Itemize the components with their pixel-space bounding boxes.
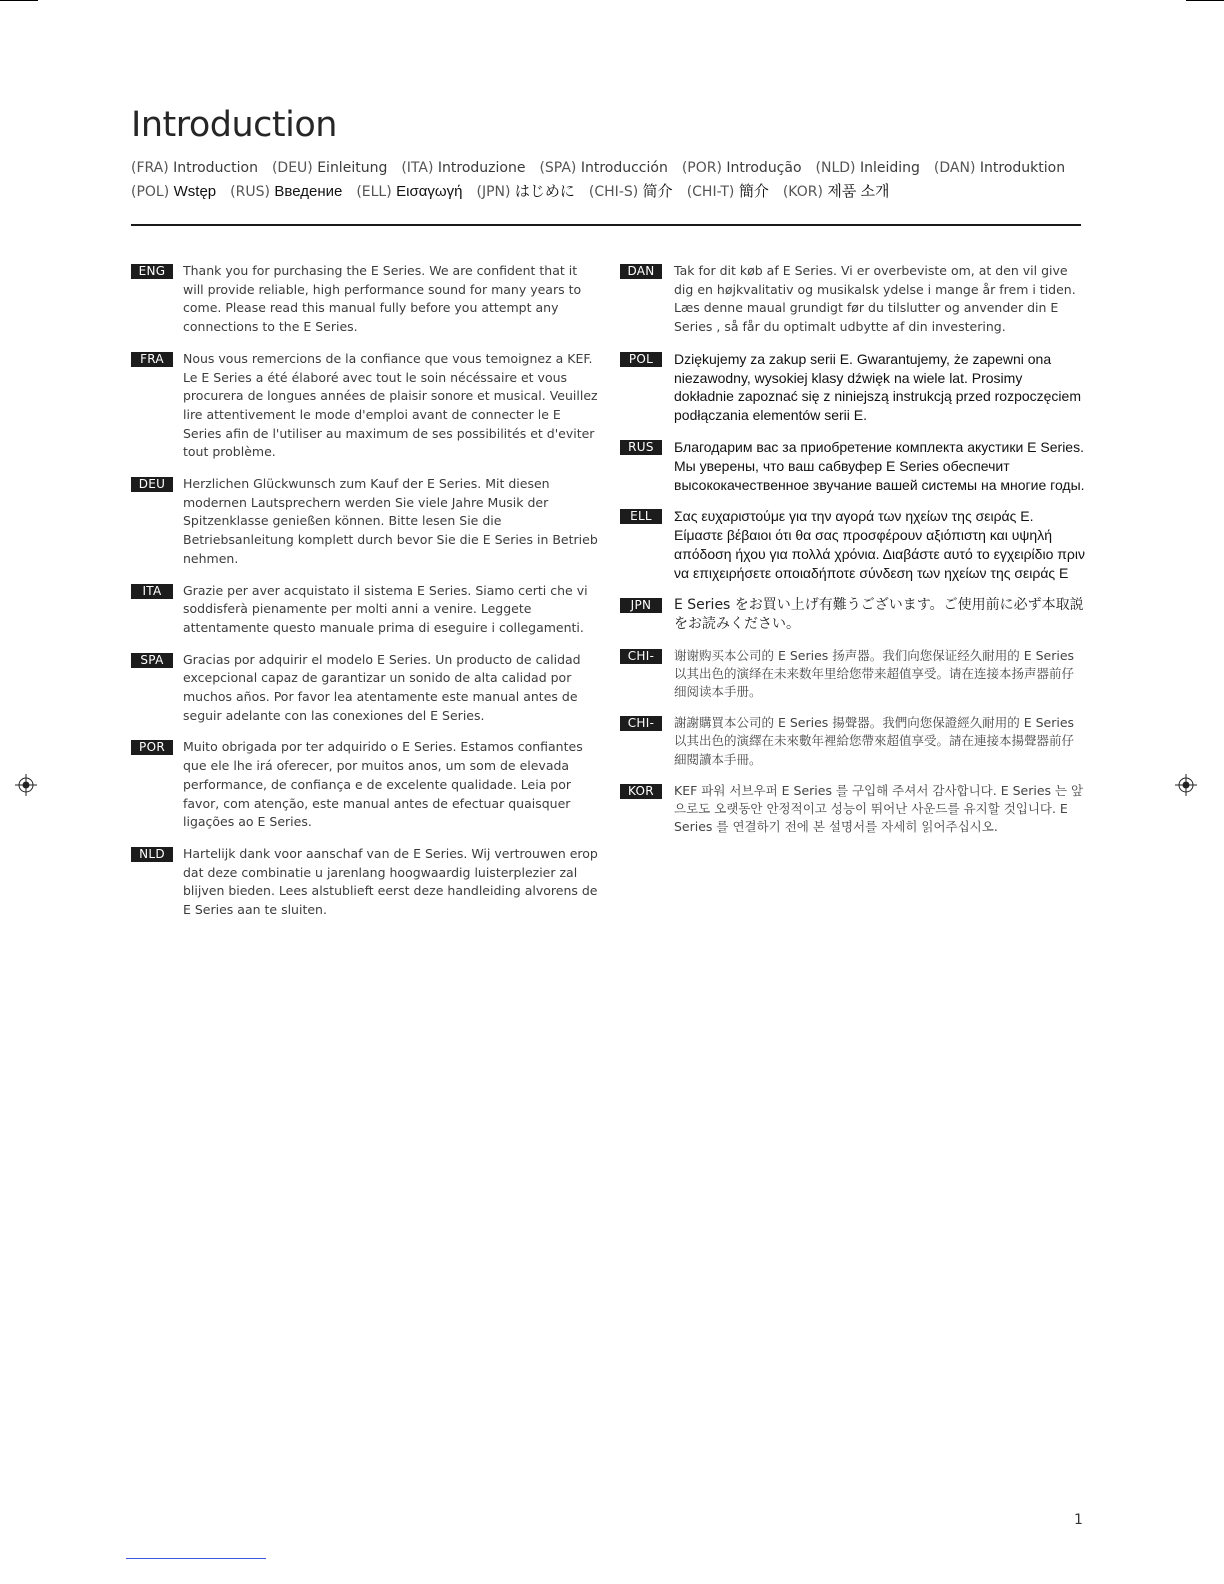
language-badge: RUS	[620, 440, 662, 455]
translation-item	[783, 184, 890, 200]
translated-title: Inleiding	[859, 160, 920, 176]
entry-paragraph: Dziękujemy za zakup serii E. Gwarantujemy, że zapewni ona niezawodny, wysokiej klasy dźwięk na wiele lat. Prosimy dokładnie zapoznać się z niniejszą instrukcją przed rozpoczęciem podłączania elementów serii E.	[674, 350, 1081, 424]
language-entry-fra	[131, 350, 601, 462]
language-badge: CHI-T	[620, 716, 662, 731]
language-code: (RUS)	[230, 184, 270, 200]
translated-title: Einleitung	[317, 160, 388, 176]
entry-paragraph: Благодарим вас за приобретение комплекта акустики E Series. Мы уверены, что ваш сабвуфер E Series обеспечит высококачественное звучание вашей системы на многие годы.	[674, 439, 1085, 493]
entry-paragraph: Σας ευχαριστούμε για την αγορά των ηχείων της σειράς Ε. Είμαστε βέβαιοι ότι θα σας προσφέρουν αξιόπιστη και υψηλή απόδοση ήχου για πολλά χρόνια. Διαβάστε αυτό το εγχειρίδιο πριν να επιχειρήσετε οποιαδήποτε σύνδεση των ηχείων της σειράς Ε	[674, 508, 1085, 581]
translation-item	[589, 184, 673, 200]
language-code: (POL)	[131, 184, 170, 200]
language-code: (KOR)	[782, 184, 823, 200]
translated-title: Introdução	[726, 160, 802, 176]
translated-title: 简介	[642, 183, 673, 200]
language-code: (NLD)	[815, 160, 856, 176]
language-badge: POR	[131, 740, 173, 755]
translated-title: Introduktion	[979, 160, 1066, 176]
language-code: (ITA)	[401, 160, 434, 176]
language-entry-chi-s	[620, 647, 1085, 702]
language-entry-ita	[131, 582, 601, 638]
language-badge: FRA	[131, 352, 173, 367]
translations-row	[131, 156, 1091, 180]
entry-paragraph: 谢谢购买本公司的 E Series 扬声器。我们向您保证经久耐用的 E Series 以其出色的演绎在未来数年里给您带来超值享受。请在连接本扬声器前仔细阅读本手册。	[674, 647, 1075, 699]
translation-item	[539, 160, 667, 176]
language-entry-kor	[620, 782, 1085, 837]
translated-title: Introduction	[173, 160, 258, 176]
entry-paragraph: KEF 파워 서브우퍼 E Series 를 구입해 주셔서 감사합니다. E Series 는 앞으로도 오랫동안 안정적이고 성능이 뛰어난 사운드를 유지할 것입니다. E Series 를 연결하기 전에 본 설명서를 자세히 읽어주십시오.	[674, 782, 1084, 835]
language-entry-jpn	[620, 596, 1085, 634]
language-entry-rus	[620, 438, 1085, 494]
entry-paragraph: Gracias por adquirir el modelo E Series. Un producto de calidad excepcional capaz de garantizar un sonido de alta calidad por muchos años. Por favor lea atentamente este manual antes de seguir adelante con las conexiones del E Series.	[183, 651, 581, 723]
translated-title: Introduzione	[437, 160, 526, 176]
language-badge: JPN	[620, 598, 662, 613]
entry-paragraph: Tak for dit køb af E Series. Vi er overbeviste om, at den vil give dig en højkvalitativ og musikalsk ydelse i mange år frem i tiden. Læs denne maual grundigt før du tilslutter og anvender din E Series , så får du optimalt udbytte af din investering.	[674, 263, 1076, 335]
title-translations	[131, 156, 1091, 204]
translation-item	[356, 184, 462, 200]
language-code: (DEU)	[271, 160, 313, 176]
translation-item	[230, 184, 342, 200]
language-entry-eng	[131, 262, 601, 337]
language-entry-chi-t	[620, 714, 1085, 769]
language-code: (DAN)	[933, 160, 976, 176]
entry-paragraph: Hartelijk dank voor aanschaf van de E Series. Wij vertrouwen erop dat deze combinatie u jarenlang hoogwaardig luisterplezier zal blijven bieden. Lees alstublieft eerst deze handleiding alvorens de E Series aan te sluiten.	[183, 845, 598, 918]
language-entry-ell	[620, 507, 1085, 582]
entry-paragraph: Thank you for purchasing the E Series. We are confident that it will provide reliable, high performance sound for many years to come. Please read this manual fully before you attempt any connections to the E Series.	[183, 263, 582, 335]
translation-item	[131, 160, 258, 176]
translated-title: はじめに	[514, 183, 575, 200]
translation-item	[934, 160, 1065, 176]
language-code: (SPA)	[539, 160, 577, 176]
language-badge: ITA	[131, 584, 173, 599]
language-code: (CHI-T)	[686, 184, 735, 200]
translation-item	[131, 184, 216, 200]
right-column	[620, 262, 1085, 849]
language-badge: DAN	[620, 264, 662, 279]
translated-title: Введение	[274, 183, 343, 200]
language-badge: SPA	[131, 653, 173, 668]
translations-row	[131, 180, 1091, 204]
language-badge: KOR	[620, 784, 662, 799]
translation-item	[476, 184, 574, 200]
language-badge: ELL	[620, 509, 662, 524]
translated-title: Wstęp	[173, 183, 217, 200]
translation-item	[816, 160, 920, 176]
translated-title: Introducción	[580, 160, 668, 176]
translated-title: 簡介	[738, 183, 769, 200]
entry-paragraph: 謝謝購買本公司的 E Series 揚聲器。我們向您保證經久耐用的 E Series 以其出色的演繹在未來數年裡給您帶來超值享受。請在連接本揚聲器前仔細閱讀本手冊。	[674, 715, 1075, 767]
language-entry-deu	[131, 475, 601, 569]
page-title: Introduction	[131, 105, 337, 145]
language-entry-spa	[131, 651, 601, 726]
entry-paragraph: Herzlichen Glückwunsch zum Kauf der E Series. Mit diesen modernen Lautsprechern werden Sie viele Jahre Musik der Spitzenklasse genießen können. Bitte lesen Sie die Betriebsanleitung komplett durch bevor Sie die E Series in Betrieb nehmen.	[183, 476, 598, 566]
entry-paragraph: Muito obrigada por ter adquirido o E Series. Estamos confiantes que ele lhe irá oferecer, por muitos anos, um som de elevada performance, de confiança e de excelente qualidade. Leia por favor, com atenção, este manual antes de efectuar quaisquer ligações ao E Series.	[183, 739, 583, 830]
entry-paragraph: E Series をお買い上げ有難うございます。ご使用前に必ず本取説をお読みください。	[674, 596, 1084, 632]
entry-paragraph: Grazie per aver acquistato il sistema E Series. Siamo certi che vi soddisferà pienamente per molti anni a venire. Leggete attentamente questo manuale prima di eseguire i collegamenti.	[183, 582, 588, 635]
language-badge: NLD	[131, 847, 173, 862]
translation-item	[682, 160, 802, 176]
translation-item	[687, 184, 769, 200]
translation-item	[401, 160, 525, 176]
language-entry-dan	[620, 262, 1085, 337]
language-code: (CHI-S)	[588, 184, 639, 200]
language-entry-pol	[620, 350, 1085, 425]
page-number: 1	[1074, 1512, 1083, 1528]
language-entry-por	[131, 738, 601, 832]
language-code: (ELL)	[356, 184, 392, 200]
entry-paragraph: Nous vous remercions de la confiance que vous temoignez a KEF. Le E Series a été élaboré avec tout le soin nécéssaire et vous procurera de longues années de plaisir sonore et musical. Veuillez lire attentivement le mode d'emploi avant de connecter le E Series afin de l'utiliser au maximum de ses possibilités et d'eviter tout problème.	[183, 350, 598, 460]
left-column	[131, 262, 601, 933]
language-code: (FRA)	[131, 160, 169, 176]
crop-mark-top-right	[1186, 0, 1224, 1]
translated-title: Εισαγωγή	[396, 183, 463, 200]
language-code: (POR)	[681, 160, 722, 176]
language-badge: ENG	[131, 264, 173, 279]
header-divider	[131, 224, 1081, 226]
language-code: (JPN)	[476, 184, 511, 200]
language-entry-nld	[131, 845, 601, 920]
translation-item	[272, 160, 387, 176]
registration-mark-icon	[1175, 774, 1197, 796]
language-badge: POL	[620, 352, 662, 367]
footer-link-underline	[126, 1558, 266, 1559]
language-badge: DEU	[131, 477, 173, 492]
crop-mark-top-left	[0, 0, 38, 1]
translated-title: 제품 소개	[827, 183, 890, 200]
registration-mark-icon	[15, 774, 37, 796]
language-badge: CHI-S	[620, 649, 662, 664]
